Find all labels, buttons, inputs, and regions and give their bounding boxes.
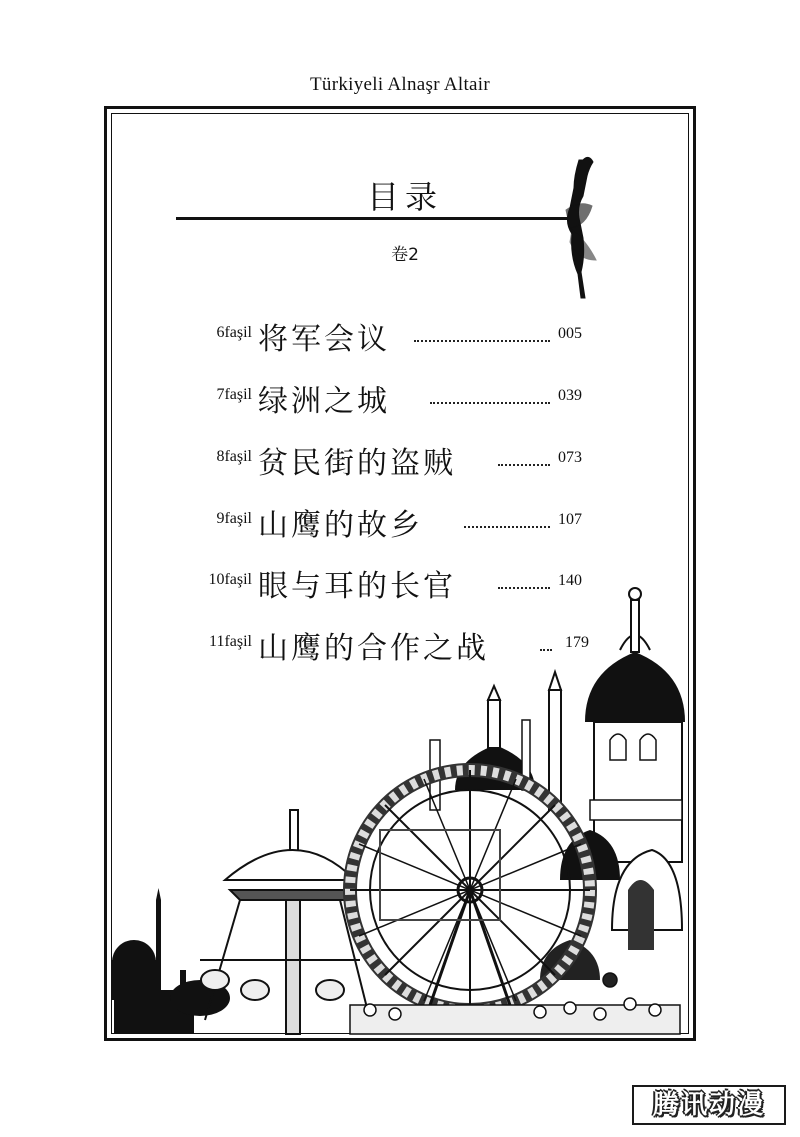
chapter-title: 绿洲之城	[258, 384, 390, 419]
page-number: 005	[558, 325, 582, 342]
dot-leader	[414, 340, 550, 342]
volume-label: 卷2	[391, 245, 419, 265]
chapter-title: 眼与耳的长官	[258, 569, 456, 604]
page-number: 140	[558, 572, 582, 589]
toc-entry	[0, 438, 800, 481]
page-number: 039	[558, 387, 582, 404]
chapter-number: 11faşil	[209, 633, 252, 650]
chapter-number: 10faşil	[208, 571, 252, 588]
dot-leader	[464, 526, 550, 528]
page-number: 073	[558, 449, 582, 466]
toc-entry	[0, 623, 800, 666]
chapter-number: 8faşil	[216, 448, 252, 465]
chapter-number: 6faşil	[216, 324, 252, 341]
dot-leader	[498, 587, 550, 589]
dot-leader	[498, 464, 550, 466]
page-number: 107	[558, 511, 582, 528]
ferris-wheel	[350, 770, 590, 1034]
toc-heading: 目录	[366, 178, 443, 216]
toc-entry	[0, 561, 800, 604]
dot-leader	[430, 402, 550, 404]
series-title: Türkiyeli Alnaşr Altair	[310, 74, 490, 95]
chapter-title: 山鹰的合作之战	[258, 631, 489, 666]
chapter-title: 贫民街的盗贼	[258, 446, 456, 481]
chapter-number: 9faşil	[216, 510, 252, 527]
page-number: 179	[565, 634, 589, 651]
dancer-figure	[566, 157, 596, 298]
toc-entry	[0, 376, 800, 419]
toc-entry	[0, 314, 800, 357]
chapter-title: 山鹰的故乡	[258, 508, 423, 543]
watermark-logo: 腾讯动漫	[632, 1085, 786, 1125]
chapter-number: 7faşil	[216, 386, 252, 403]
heading-rule	[176, 217, 572, 220]
chapter-title: 将军会议	[258, 322, 390, 357]
toc-entry	[0, 500, 800, 543]
dot-leader	[540, 649, 552, 651]
